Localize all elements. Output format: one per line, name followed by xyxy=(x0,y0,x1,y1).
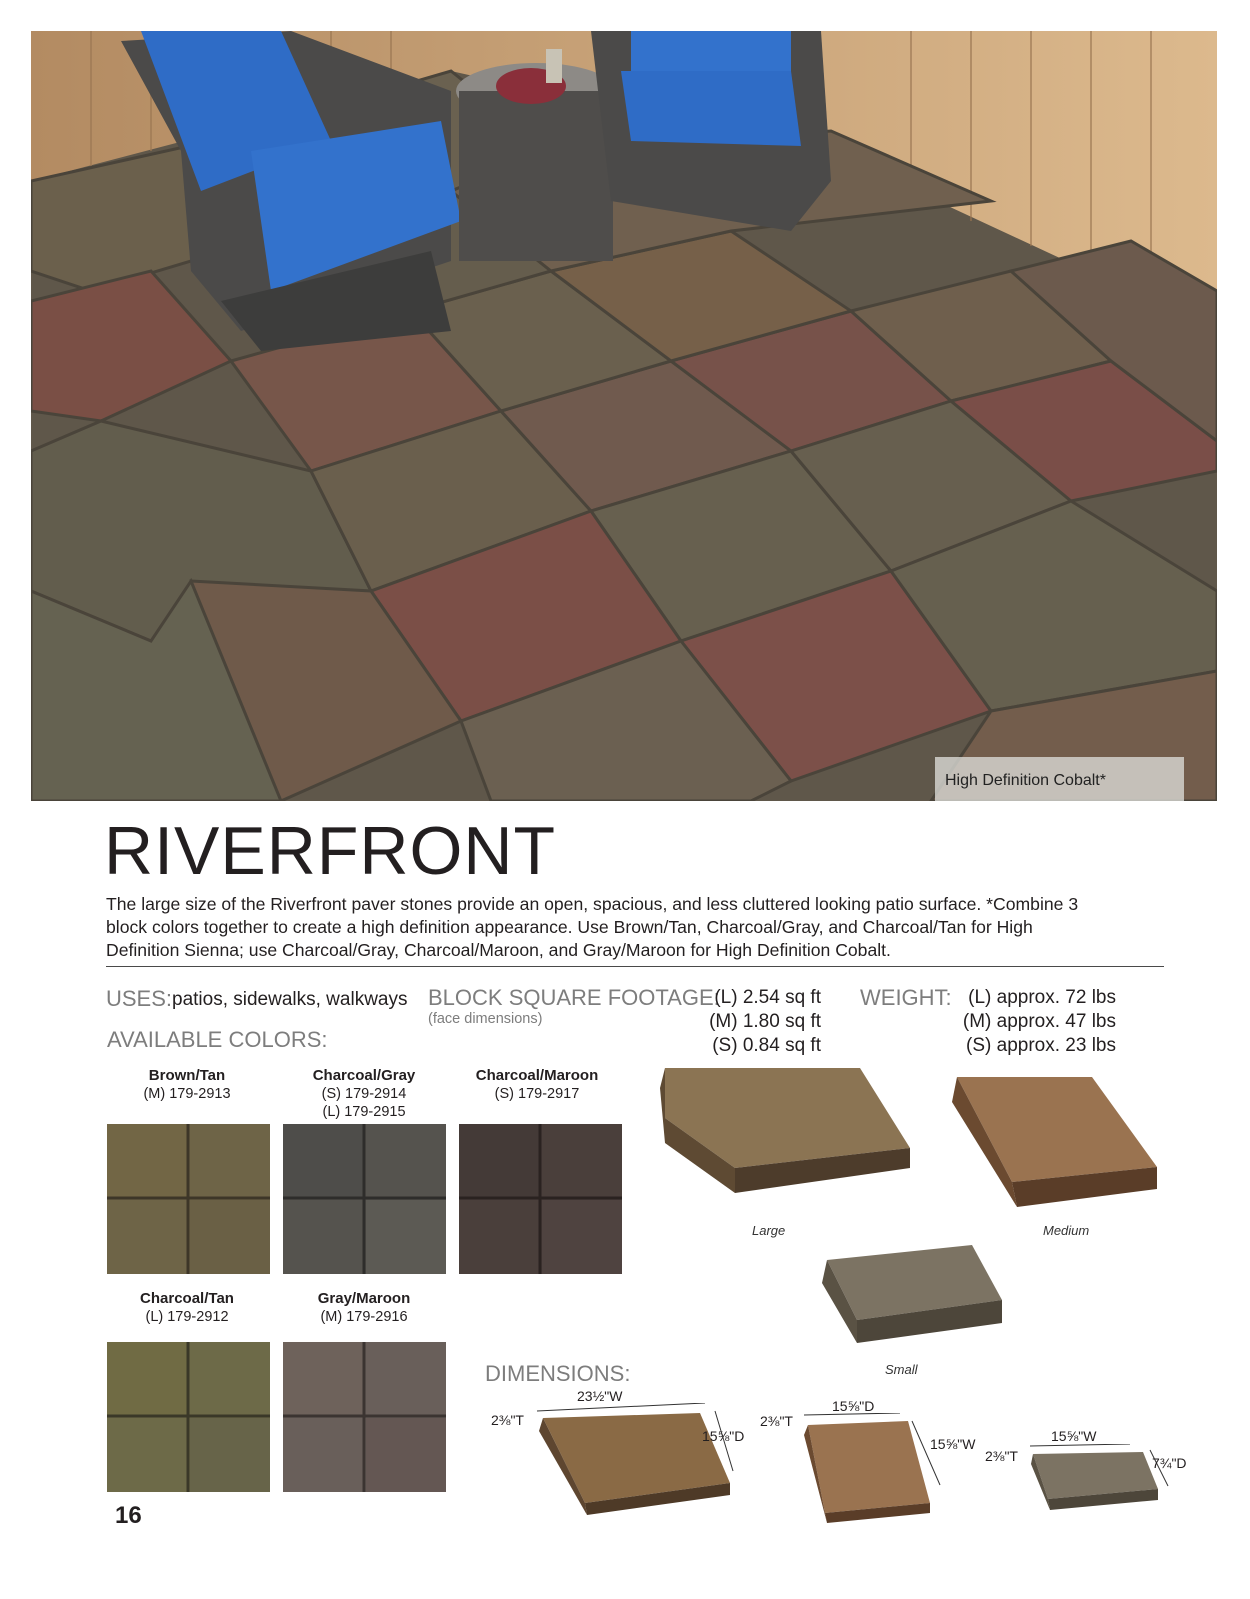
footage-label: BLOCK SQUARE FOOTAGE: xyxy=(428,985,720,1010)
weight-label: WEIGHT: xyxy=(860,985,952,1010)
description-line: Definition Sienna; use Charcoal/Gray, Charcoal/Maroon, and Gray/Maroon for High Definition Cobalt. xyxy=(106,940,891,960)
right-chair xyxy=(591,31,831,231)
page-number: 16 xyxy=(115,1502,142,1529)
weight-large: (L) approx. 72 lbs xyxy=(968,987,1116,1008)
swatch-charcoal-maroon xyxy=(459,1124,622,1274)
description xyxy=(106,893,1186,962)
swatch-gray-maroon xyxy=(283,1342,446,1492)
weight-medium: (M) approx. 47 lbs xyxy=(962,1011,1116,1032)
large-paver-image xyxy=(660,1068,920,1218)
footage-small: (S) 0.84 sq ft xyxy=(712,1035,821,1056)
swatch-code: (S) 179-2914 xyxy=(321,1086,407,1102)
available-colors-label: AVAILABLE COLORS: xyxy=(107,1027,328,1052)
small-paver-caption: Small xyxy=(885,1362,918,1377)
description-line: block colors together to create a high definition appearance. Use Brown/Tan, Charcoal/Gray, and Charcoal/Tan for High xyxy=(106,917,1033,937)
hero-photo xyxy=(31,31,1217,801)
medium-width-dim: 15⅝"W xyxy=(930,1436,976,1452)
medium-paver-image xyxy=(952,1077,1172,1217)
swatch-name: Brown/Tan xyxy=(148,1067,226,1084)
swatch-name: Gray/Maroon xyxy=(317,1290,411,1307)
swatch-name: Charcoal/Gray xyxy=(312,1067,416,1084)
footage-large: (L) 2.54 sq ft xyxy=(714,987,821,1008)
uses-label: USES: xyxy=(106,986,173,1011)
swatch-name: Charcoal/Tan xyxy=(140,1290,234,1307)
description-line: The large size of the Riverfront paver stones provide an open, spacious, and less cluttered looking patio surface. *Combine 3 xyxy=(106,894,1079,914)
large-dimension-drawing xyxy=(535,1403,735,1523)
dimensions-label: DIMENSIONS: xyxy=(485,1361,631,1386)
swatch-charcoal-gray xyxy=(283,1124,446,1274)
large-paver-caption: Large xyxy=(752,1223,786,1238)
small-paver-image xyxy=(822,1245,1012,1355)
medium-dimension-drawing xyxy=(800,1413,960,1533)
patio-illustration xyxy=(31,31,1217,801)
uses-value: patios, sidewalks, walkways xyxy=(172,989,408,1010)
swatch-code: (M) 179-2916 xyxy=(320,1309,408,1325)
large-depth-dim: 15⅝"D xyxy=(702,1428,745,1444)
swatch-name: Charcoal/Maroon xyxy=(475,1067,599,1084)
weight-small: (S) approx. 23 lbs xyxy=(966,1035,1116,1056)
footage-medium: (M) 1.80 sq ft xyxy=(709,1011,821,1032)
large-thickness-dim: 2⅜"T xyxy=(491,1412,524,1428)
medium-paver-caption: Medium xyxy=(1043,1223,1090,1238)
swatch-code: (M) 179-2913 xyxy=(143,1086,231,1102)
small-depth-dim: 7¾"D xyxy=(1152,1455,1187,1471)
small-width-dim: 15⅝"W xyxy=(1051,1428,1097,1444)
small-thickness-dim: 2⅜"T xyxy=(985,1448,1018,1464)
page-title: RIVERFRONT xyxy=(104,813,556,889)
footage-note: (face dimensions) xyxy=(428,1011,543,1027)
swatch-charcoal-tan xyxy=(107,1342,270,1492)
swatch-code: (L) 179-2915 xyxy=(322,1104,406,1120)
divider xyxy=(106,966,1164,967)
medium-depth-dim: 15⅝"D xyxy=(832,1398,875,1414)
medium-thickness-dim: 2⅜"T xyxy=(760,1413,793,1429)
large-width-dim: 23½"W xyxy=(577,1388,623,1404)
swatch-code: (S) 179-2917 xyxy=(494,1086,580,1102)
swatch-brown-tan xyxy=(107,1124,270,1274)
side-table xyxy=(456,49,616,261)
swatch-code: (L) 179-2912 xyxy=(145,1309,229,1325)
hero-caption: High Definition Cobalt* xyxy=(935,757,1184,801)
